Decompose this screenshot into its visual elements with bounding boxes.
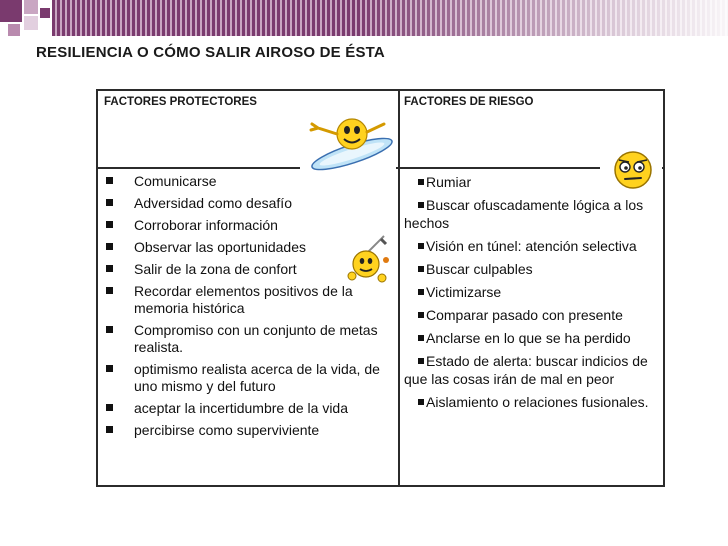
- list-item: Visión en túnel: atención selectiva: [404, 237, 660, 255]
- bullet-icon: [106, 221, 113, 228]
- bullet-icon: [418, 266, 424, 272]
- list-item: percibirse como superviviente: [104, 422, 394, 439]
- bullet-icon: [418, 358, 424, 364]
- protective-factors-list: [104, 173, 394, 444]
- risk-factors-list: [404, 173, 660, 416]
- list-item: Comunicarse: [104, 173, 394, 190]
- bullet-icon: [418, 335, 424, 341]
- bullet-icon: [106, 326, 113, 333]
- list-item: Salir de la zona de confort: [104, 261, 394, 278]
- decor-square: [0, 0, 22, 22]
- surfing-smiley-icon: [306, 110, 398, 172]
- list-item: Adversidad como desafío: [104, 195, 394, 212]
- decor-square: [40, 8, 50, 18]
- list-item: aceptar la incertidumbre de la vida: [104, 400, 394, 417]
- bullet-icon: [418, 202, 424, 208]
- bullet-icon: [106, 243, 113, 250]
- left-column-header: FACTORES PROTECTORES: [104, 96, 257, 108]
- bullet-icon: [106, 199, 113, 206]
- bullet-icon: [106, 365, 113, 372]
- right-column-header: FACTORES DE RIESGO: [404, 96, 534, 108]
- list-item: Observar las oportunidades: [104, 239, 394, 256]
- decor-square: [8, 24, 20, 36]
- bullet-icon: [418, 179, 424, 185]
- list-item: Estado de alerta: buscar indicios de que las cosas irán de mal en peor: [404, 353, 648, 387]
- list-item: Recordar elementos positivos de la memoria histórica: [104, 283, 394, 317]
- bullet-icon: [106, 287, 113, 294]
- bullet-icon: [106, 177, 113, 184]
- bullet-icon: [418, 243, 424, 249]
- list-item: Buscar ofuscadamente lógica a los hechos: [404, 197, 644, 231]
- list-item: Corroborar información: [104, 217, 394, 234]
- list-item: Anclarse en lo que se ha perdido: [404, 329, 660, 347]
- bullet-icon: [418, 399, 424, 405]
- decor-square: [24, 0, 38, 14]
- slide-title: RESILIENCIA O CÓMO SALIR AIROSO DE ÉSTA: [36, 44, 385, 61]
- bullet-icon: [106, 404, 113, 411]
- list-item: optimismo realista acerca de la vida, de uno mismo y del futuro: [104, 361, 394, 395]
- bullet-icon: [418, 312, 424, 318]
- list-item: Victimizarse: [404, 283, 660, 301]
- list-item: Rumiar: [404, 173, 660, 191]
- bullet-icon: [106, 426, 113, 433]
- bullet-icon: [418, 289, 424, 295]
- list-item: Aislamiento o relaciones fusionales.: [404, 393, 660, 411]
- list-item: Comparar pasado con presente: [404, 306, 660, 324]
- header-stripe-band: [52, 0, 728, 36]
- decor-square: [24, 16, 38, 30]
- list-item: Compromiso con un conjunto de metas realista.: [104, 322, 394, 356]
- list-item: Buscar culpables: [404, 260, 660, 278]
- table-column-divider: [398, 89, 400, 487]
- bullet-icon: [106, 265, 113, 272]
